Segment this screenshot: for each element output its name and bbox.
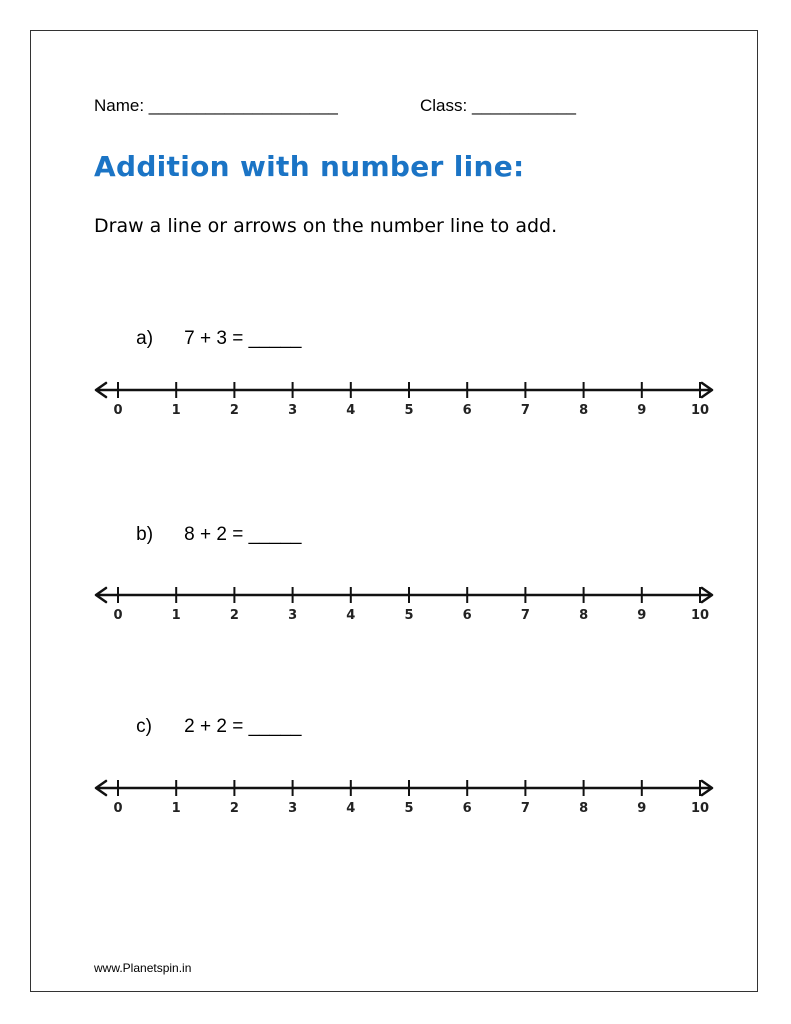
tick-label: 7 <box>520 608 530 623</box>
number-line-a <box>90 378 720 428</box>
tick-label: 6 <box>462 608 472 623</box>
tick-label: 8 <box>579 608 589 623</box>
tick-label: 6 <box>462 403 472 418</box>
tick-label: 7 <box>520 801 530 816</box>
tick-label: 7 <box>520 403 530 418</box>
tick-label: 5 <box>404 403 414 418</box>
tick-label: 2 <box>229 801 239 816</box>
tick-label: 8 <box>579 403 589 418</box>
tick-label: 3 <box>288 608 298 623</box>
instruction-text: Draw a line or arrows on the number line to add. <box>94 215 558 237</box>
problem-c <box>115 694 301 760</box>
tick-label: 9 <box>637 608 647 623</box>
name-field: Name: ____________________ <box>94 96 338 115</box>
tick-label: 10 <box>690 608 710 623</box>
problem-expression: 7 + 3 = _____ <box>184 328 302 349</box>
tick-label: 0 <box>113 801 123 816</box>
class-field: Class: ___________ <box>420 96 576 115</box>
problem-a <box>115 306 301 372</box>
footer-website: www.Planetspin.in <box>94 961 192 975</box>
problem-letter: c) <box>136 716 152 737</box>
tick-label: 4 <box>346 608 356 623</box>
tick-label: 1 <box>171 403 181 418</box>
tick-label: 2 <box>229 403 239 418</box>
tick-label: 4 <box>346 403 356 418</box>
tick-label: 5 <box>404 608 414 623</box>
tick-label: 1 <box>171 801 181 816</box>
problem-expression: 8 + 2 = _____ <box>184 524 302 545</box>
tick-label: 0 <box>113 608 123 623</box>
tick-label: 9 <box>637 403 647 418</box>
tick-label: 9 <box>637 801 647 816</box>
problem-expression: 2 + 2 = _____ <box>184 716 302 737</box>
tick-label: 5 <box>404 801 414 816</box>
tick-label: 10 <box>690 403 710 418</box>
tick-label: 4 <box>346 801 356 816</box>
tick-label: 0 <box>113 403 123 418</box>
tick-label: 3 <box>288 801 298 816</box>
problem-letter: a) <box>136 328 154 349</box>
problem-letter: b) <box>136 524 154 545</box>
number-line-b <box>90 583 720 633</box>
tick-label: 2 <box>229 608 239 623</box>
tick-label: 1 <box>171 608 181 623</box>
tick-label: 3 <box>288 403 298 418</box>
page-title: Addition with number line: <box>94 150 525 183</box>
tick-label: 6 <box>462 801 472 816</box>
problem-b <box>115 502 301 568</box>
tick-label: 8 <box>579 801 589 816</box>
number-line-c <box>90 776 720 826</box>
tick-label: 10 <box>690 801 710 816</box>
